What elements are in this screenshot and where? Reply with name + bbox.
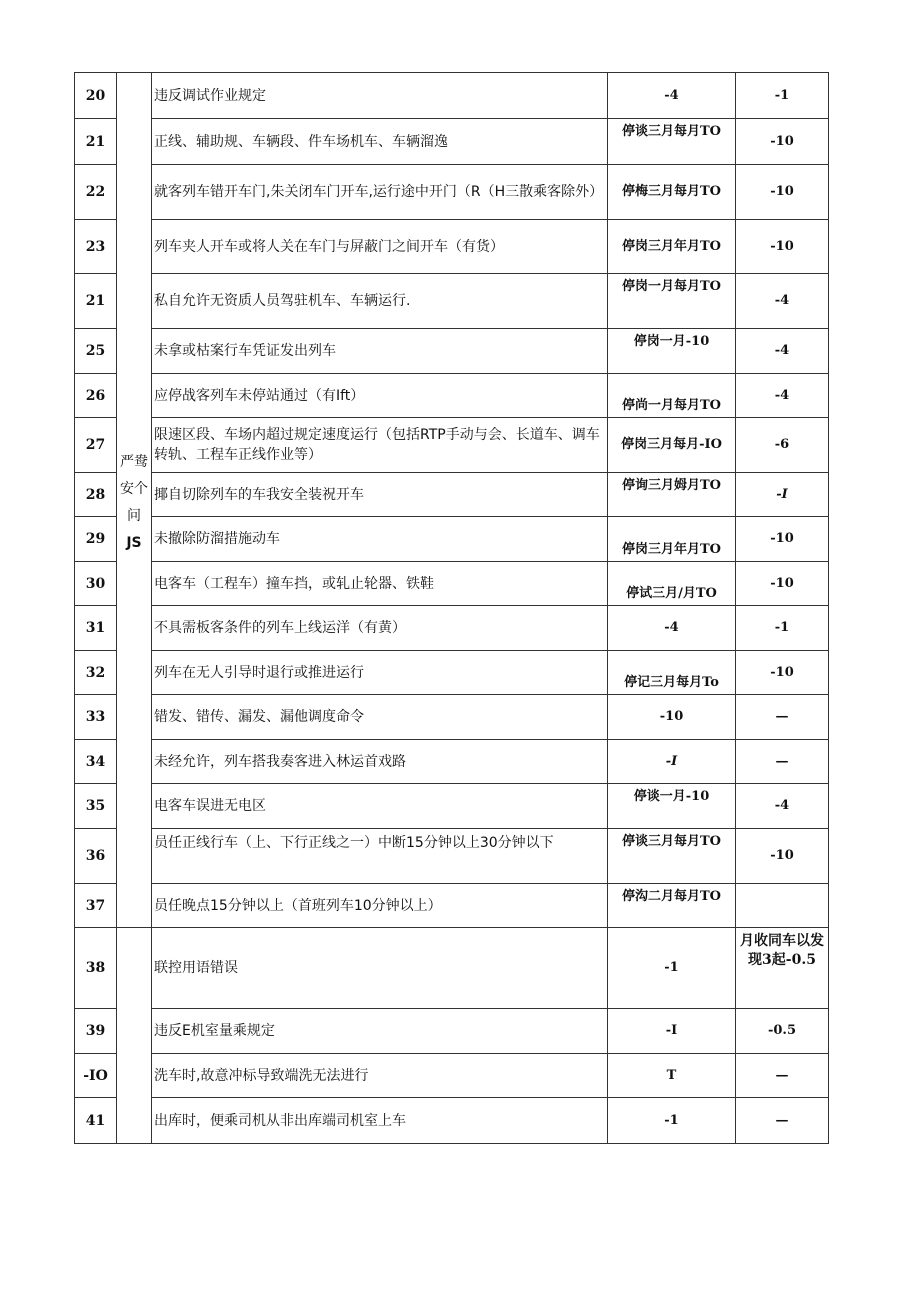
row-number: 33 bbox=[75, 695, 117, 740]
table-row bbox=[75, 119, 829, 165]
rule-description: 联控用语错误 bbox=[152, 928, 608, 1009]
penalty-value: 停梅三月每月TO bbox=[608, 165, 736, 220]
rule-description: 列车夹人开车或将人关在车门与屏蔽门之间开车（有货） bbox=[152, 220, 608, 274]
table-row bbox=[75, 784, 829, 829]
points-value: -4 bbox=[736, 784, 829, 829]
table-row bbox=[75, 606, 829, 651]
violation-rules-table bbox=[74, 72, 829, 1144]
category-cell bbox=[117, 73, 152, 928]
penalty-value: 停岗三月每月-IO bbox=[608, 418, 736, 473]
table-row bbox=[75, 73, 829, 119]
table-row bbox=[75, 274, 829, 329]
penalty-value: 停沟二月每月TO bbox=[608, 884, 736, 928]
points-value: -I bbox=[736, 473, 829, 517]
points-value: -1 bbox=[736, 606, 829, 651]
table-row bbox=[75, 165, 829, 220]
rule-description: 不具需板客条件的列车上线运洋（有黄） bbox=[152, 606, 608, 651]
points-value: 月收同车以发现3起-0.5 bbox=[736, 928, 829, 1009]
rule-description: 私自允许无资质人员驾驻机车、车辆运行. bbox=[152, 274, 608, 329]
table-row bbox=[75, 740, 829, 784]
row-number: 22 bbox=[75, 165, 117, 220]
table-row bbox=[75, 220, 829, 274]
points-value: — bbox=[736, 740, 829, 784]
rule-description: 限速区段、车场内超过规定速度运行（包括RTP手动与会、长道车、调车转轨、工程车正线作业等） bbox=[152, 418, 608, 473]
table-row bbox=[75, 695, 829, 740]
penalty-value: 停岗三月年月TO bbox=[608, 517, 736, 562]
penalty-value: -10 bbox=[608, 695, 736, 740]
penalty-value: 停岗一月每月TO bbox=[608, 274, 736, 329]
points-value: — bbox=[736, 695, 829, 740]
penalty-value: 停谈三月每月TO bbox=[608, 119, 736, 165]
row-number: 21 bbox=[75, 274, 117, 329]
table-row bbox=[75, 928, 829, 1009]
row-number: 35 bbox=[75, 784, 117, 829]
penalty-value: -I bbox=[608, 740, 736, 784]
row-number: 38 bbox=[75, 928, 117, 1009]
table-row bbox=[75, 1009, 829, 1054]
penalty-value: 停尚一月每月TO bbox=[608, 374, 736, 418]
penalty-value: -1 bbox=[608, 928, 736, 1009]
penalty-value: -4 bbox=[608, 606, 736, 651]
rule-description: 出库时，便乘司机从非出库端司机室上车 bbox=[152, 1098, 608, 1144]
points-value: -4 bbox=[736, 374, 829, 418]
rule-description: 电客车误进无电区 bbox=[152, 784, 608, 829]
rule-description: 员任正线行车（上、下行正线之一）中断15分钟以上30分钟以下 bbox=[152, 829, 608, 884]
rule-description: 违反调试作业规定 bbox=[152, 73, 608, 119]
row-number: 27 bbox=[75, 418, 117, 473]
rule-description: 电客车（工程车）撞车挡，或轧止轮器、铁鞋 bbox=[152, 562, 608, 606]
row-number: 31 bbox=[75, 606, 117, 651]
rule-description: 未经允许，列车搭我奏客进入林运首戏路 bbox=[152, 740, 608, 784]
category-line-1: 严鸯 bbox=[120, 454, 148, 470]
rules-table-sheet bbox=[74, 72, 829, 1144]
table-row bbox=[75, 517, 829, 562]
row-number: 32 bbox=[75, 651, 117, 695]
table-row bbox=[75, 884, 829, 928]
table-row bbox=[75, 1098, 829, 1144]
rule-description: 未拿或枯案行车凭证发出列车 bbox=[152, 329, 608, 374]
row-number: 36 bbox=[75, 829, 117, 884]
rule-description: 员任晚点15分钟以上（首班列车10分钟以上） bbox=[152, 884, 608, 928]
table-row bbox=[75, 1054, 829, 1098]
rule-description: 就客列车错开车门,朱关闭车门开车,运行途中开门（R（H三散乘客除外） bbox=[152, 165, 608, 220]
penalty-value: 停谈三月每月TO bbox=[608, 829, 736, 884]
points-value: -4 bbox=[736, 274, 829, 329]
row-number: 26 bbox=[75, 374, 117, 418]
row-number: 29 bbox=[75, 517, 117, 562]
row-number: 21 bbox=[75, 119, 117, 165]
points-value: -10 bbox=[736, 517, 829, 562]
points-value: -10 bbox=[736, 119, 829, 165]
category-line-4: JS bbox=[126, 535, 142, 551]
penalty-value: 停谈一月-10 bbox=[608, 784, 736, 829]
row-number: 28 bbox=[75, 473, 117, 517]
rule-description: 洗车时,故意冲标导致端洗无法进行 bbox=[152, 1054, 608, 1098]
penalty-value: -I bbox=[608, 1009, 736, 1054]
penalty-value: 停记三月每月To bbox=[608, 651, 736, 695]
rule-description: 未撤除防溜措施动车 bbox=[152, 517, 608, 562]
penalty-value: T bbox=[608, 1054, 736, 1098]
points-value: -4 bbox=[736, 329, 829, 374]
rule-description: 揶自切除列车的车我安全装祝开车 bbox=[152, 473, 608, 517]
points-value: — bbox=[736, 1054, 829, 1098]
rule-description: 应停战客列车未停站通过（有Ift） bbox=[152, 374, 608, 418]
row-number: 23 bbox=[75, 220, 117, 274]
penalty-value: 停试三月/月TO bbox=[608, 562, 736, 606]
table-row bbox=[75, 418, 829, 473]
points-value: -10 bbox=[736, 651, 829, 695]
rule-description: 错发、错传、漏发、漏他调度命令 bbox=[152, 695, 608, 740]
category-cell-blank bbox=[117, 928, 152, 1144]
row-number: 30 bbox=[75, 562, 117, 606]
penalty-value: -1 bbox=[608, 1098, 736, 1144]
points-value: -10 bbox=[736, 829, 829, 884]
rule-description: 列车在无人引导时退行或推进运行 bbox=[152, 651, 608, 695]
points-value: -6 bbox=[736, 418, 829, 473]
penalty-value: 停岗一月-10 bbox=[608, 329, 736, 374]
row-number: 41 bbox=[75, 1098, 117, 1144]
penalty-value: 停岗三月年月TO bbox=[608, 220, 736, 274]
penalty-value: -4 bbox=[608, 73, 736, 119]
row-number: 34 bbox=[75, 740, 117, 784]
row-number: 39 bbox=[75, 1009, 117, 1054]
row-number: 37 bbox=[75, 884, 117, 928]
rule-description: 正线、辅助规、车辆段、件车场机车、车辆溜逸 bbox=[152, 119, 608, 165]
table-row bbox=[75, 329, 829, 374]
table-row bbox=[75, 374, 829, 418]
points-value: -0.5 bbox=[736, 1009, 829, 1054]
category-line-3: 问 bbox=[127, 508, 141, 524]
points-value: -10 bbox=[736, 562, 829, 606]
table-row bbox=[75, 651, 829, 695]
row-number: 25 bbox=[75, 329, 117, 374]
row-number: 20 bbox=[75, 73, 117, 119]
points-value: — bbox=[736, 1098, 829, 1144]
table-row bbox=[75, 562, 829, 606]
category-line-2: 安个 bbox=[120, 481, 148, 497]
row-number: -IO bbox=[75, 1054, 117, 1098]
points-value bbox=[736, 884, 829, 928]
points-value: -10 bbox=[736, 165, 829, 220]
points-value: -10 bbox=[736, 220, 829, 274]
points-value: -1 bbox=[736, 73, 829, 119]
penalty-value: 停询三月姆月TO bbox=[608, 473, 736, 517]
table-row bbox=[75, 473, 829, 517]
table-row bbox=[75, 829, 829, 884]
rule-description: 违反E机室量乘规定 bbox=[152, 1009, 608, 1054]
